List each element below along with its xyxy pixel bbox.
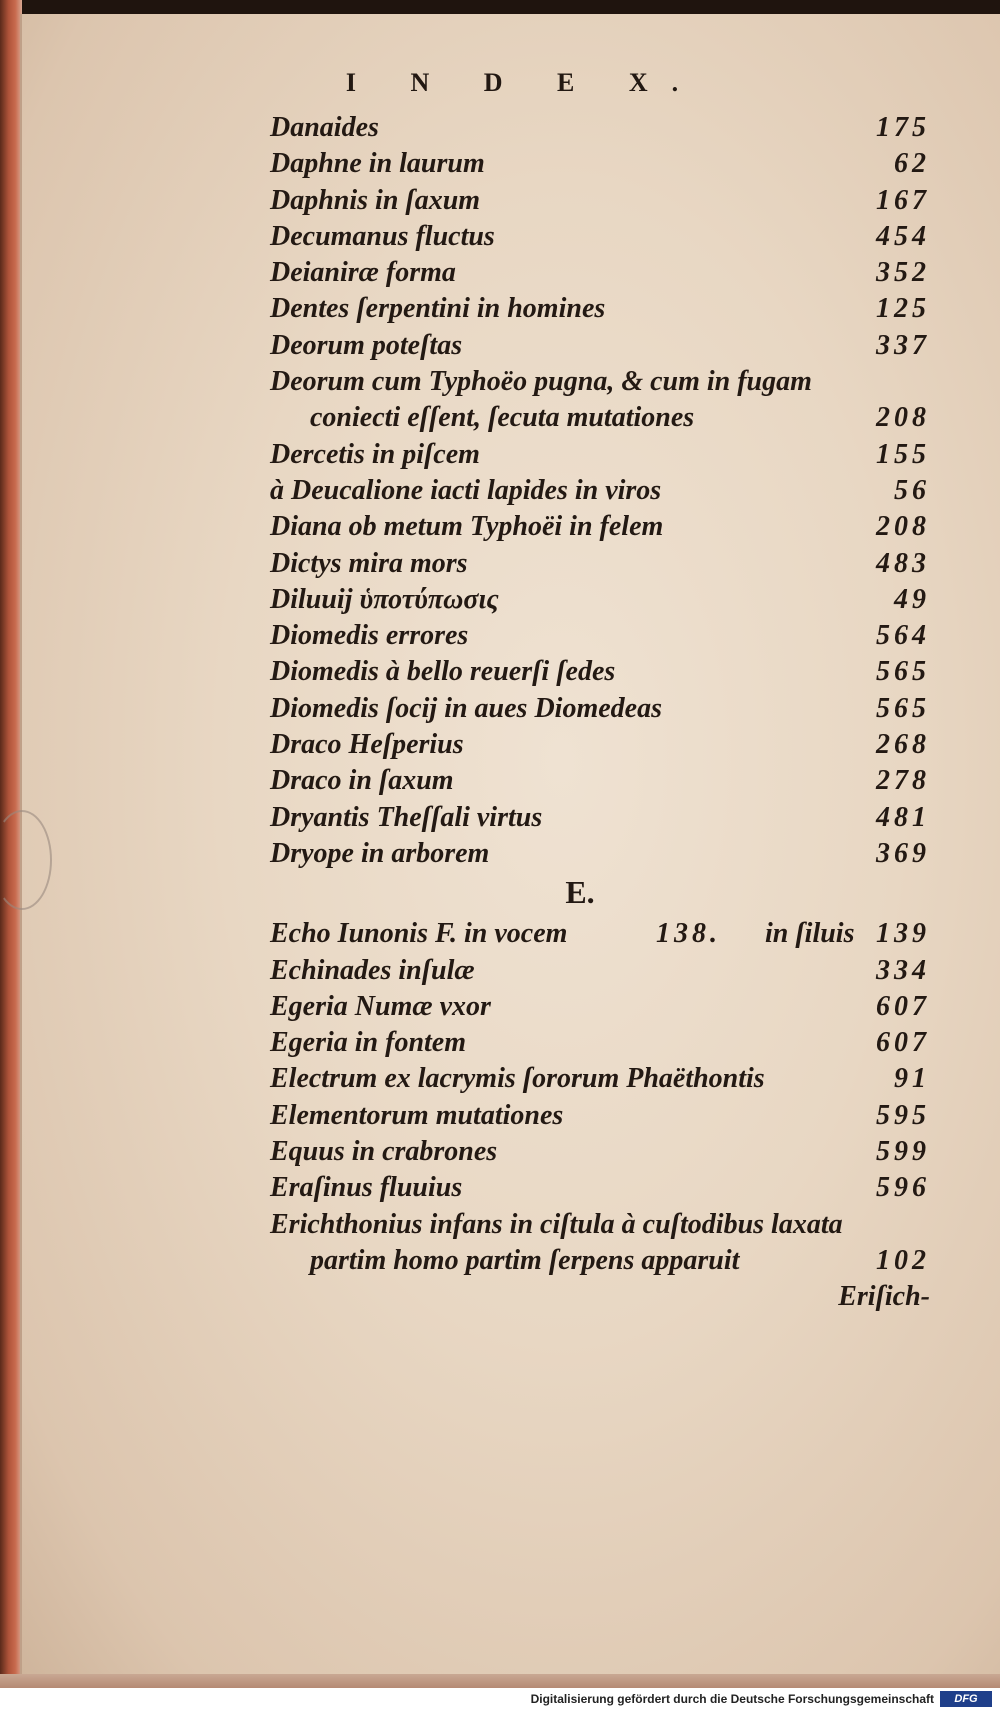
entry-page: 599 <box>876 1136 930 1168</box>
entry-page: 595 <box>876 1099 930 1131</box>
entry-term: Dentes ſerpentini in homines <box>270 293 606 325</box>
index-heading: I N D E X. <box>345 68 703 97</box>
index-entry-continuation <box>270 402 930 438</box>
index-entry <box>270 439 930 475</box>
entry-page: 607 <box>876 1027 930 1059</box>
index-entry <box>270 366 930 402</box>
index-entry <box>270 511 930 547</box>
entry-page: 481 <box>876 801 930 833</box>
index-entry <box>270 765 930 801</box>
index-entry <box>270 838 930 874</box>
index-entry <box>270 1209 930 1245</box>
index-entry <box>270 802 930 838</box>
index-entry <box>270 1027 930 1063</box>
entry-page: 175 <box>876 112 930 143</box>
entry-page: 62 <box>894 148 930 180</box>
index-entry <box>270 548 930 584</box>
entry-term: Decumanus fluctus <box>270 220 495 252</box>
entry-term: Erichthonius infans in ciſtula à cuſtodibus laxata <box>270 1208 843 1240</box>
index-entry <box>270 257 930 293</box>
entry-term: Danaides <box>270 112 379 143</box>
entry-page: 337 <box>876 329 930 361</box>
entry-page: 596 <box>876 1172 930 1204</box>
index-entry <box>270 221 930 257</box>
entry-term: Draco Heſperius <box>270 729 464 761</box>
entry-page: 564 <box>876 620 930 652</box>
section-letter-e: E. <box>565 874 595 911</box>
index-entries <box>270 112 930 1317</box>
entry-page: 352 <box>876 257 930 289</box>
entry-page: 565 <box>876 656 930 688</box>
entry-term: Electrum ex lacrymis ſororum Phaëthontis <box>270 1063 765 1095</box>
entry-term: Draco in ſaxum <box>270 765 454 797</box>
entry-term: à Deucalione iacti lapides in viros <box>270 474 662 506</box>
index-entry <box>270 112 930 148</box>
entry-page: 607 <box>876 990 930 1022</box>
index-entry <box>270 185 930 221</box>
entry-page: 369 <box>876 837 930 869</box>
index-entry <box>270 1172 930 1208</box>
index-entry <box>270 693 930 729</box>
entry-term: Echo Iunonis F. in vocem <box>270 918 568 950</box>
entry-term: Diomedis à bello reuerſi ſedes <box>270 656 616 688</box>
entry-page: 138. <box>656 918 721 950</box>
index-entry <box>270 918 930 954</box>
entry-page: 565 <box>876 692 930 724</box>
entry-term: Egeria Numæ vxor <box>270 990 491 1022</box>
entry-term: Diomedis ſocij in aues Diomedeas <box>270 692 662 724</box>
page-bottom-edge <box>0 1674 1000 1688</box>
entry-term: Dercetis in piſcem <box>270 438 480 470</box>
entry-term: Diluuij ὑποτύπωσις <box>270 583 499 615</box>
scan-top-edge <box>0 0 1000 14</box>
index-entry-continuation <box>270 1245 930 1281</box>
entry-page: 125 <box>876 293 930 325</box>
index-entry <box>270 991 930 1027</box>
entry-term: Elementorum mutationes <box>270 1099 564 1131</box>
entry-page: 454 <box>876 220 930 252</box>
entry-page: 278 <box>876 765 930 797</box>
entry-term: Equus in crabrones <box>270 1136 498 1168</box>
entry-page: 91 <box>894 1063 930 1095</box>
entry-term: Echinades inſulæ <box>270 954 475 986</box>
entry-term: Eraſinus fluuius <box>270 1172 463 1204</box>
entry-page: 483 <box>876 547 930 579</box>
entry-page: 56 <box>894 474 930 506</box>
entry-page: 208 <box>876 511 930 543</box>
entry-subterm: in ſiluis <box>765 918 855 950</box>
entry-term: Daphnis in ſaxum <box>270 184 481 216</box>
entry-term: Deianiræ forma <box>270 257 456 289</box>
entry-term: Diana ob metum Typhoëi in felem <box>270 511 664 543</box>
index-entry <box>270 1063 930 1099</box>
entry-term: Egeria in fontem <box>270 1027 467 1059</box>
digitization-credit: Digitalisierung gefördert durch die Deutsche Forschungsgemeinschaft <box>530 1692 934 1706</box>
entry-page: 167 <box>876 184 930 216</box>
index-entry <box>270 729 930 765</box>
entry-term: partim homo partim ſerpens apparuit <box>310 1244 740 1276</box>
catchword: Eriſich- <box>838 1281 930 1313</box>
entry-term: Deorum poteſtas <box>270 329 463 361</box>
index-entry <box>270 955 930 991</box>
entry-term: Deorum cum Typhoëo pugna, & cum in fugam <box>270 366 812 398</box>
entry-page: 334 <box>876 954 930 986</box>
entry-term: Daphne in laurum <box>270 148 485 180</box>
index-entry <box>270 584 930 620</box>
entry-page: 49 <box>894 583 930 615</box>
index-entry <box>270 656 930 692</box>
entry-term: Diomedis errores <box>270 620 469 652</box>
index-entry <box>270 148 930 184</box>
dfg-logo[interactable]: DFG <box>940 1691 992 1707</box>
index-entry <box>270 1136 930 1172</box>
index-entry <box>270 475 930 511</box>
index-entry <box>270 1100 930 1136</box>
entry-page: 139 <box>876 918 930 950</box>
index-entry <box>270 293 930 329</box>
index-entry <box>270 330 930 366</box>
index-entry <box>270 620 930 656</box>
entry-page: 208 <box>876 402 930 434</box>
entry-term: Dryope in arborem <box>270 837 490 869</box>
entry-page: 268 <box>876 729 930 761</box>
entry-page: 155 <box>876 438 930 470</box>
entry-term: coniecti eſſent, ſecuta mutationes <box>310 402 695 434</box>
entry-term: Dictys mira mors <box>270 547 468 579</box>
entry-page: 102 <box>876 1244 930 1276</box>
entry-term: Dryantis Theſſali virtus <box>270 801 543 833</box>
